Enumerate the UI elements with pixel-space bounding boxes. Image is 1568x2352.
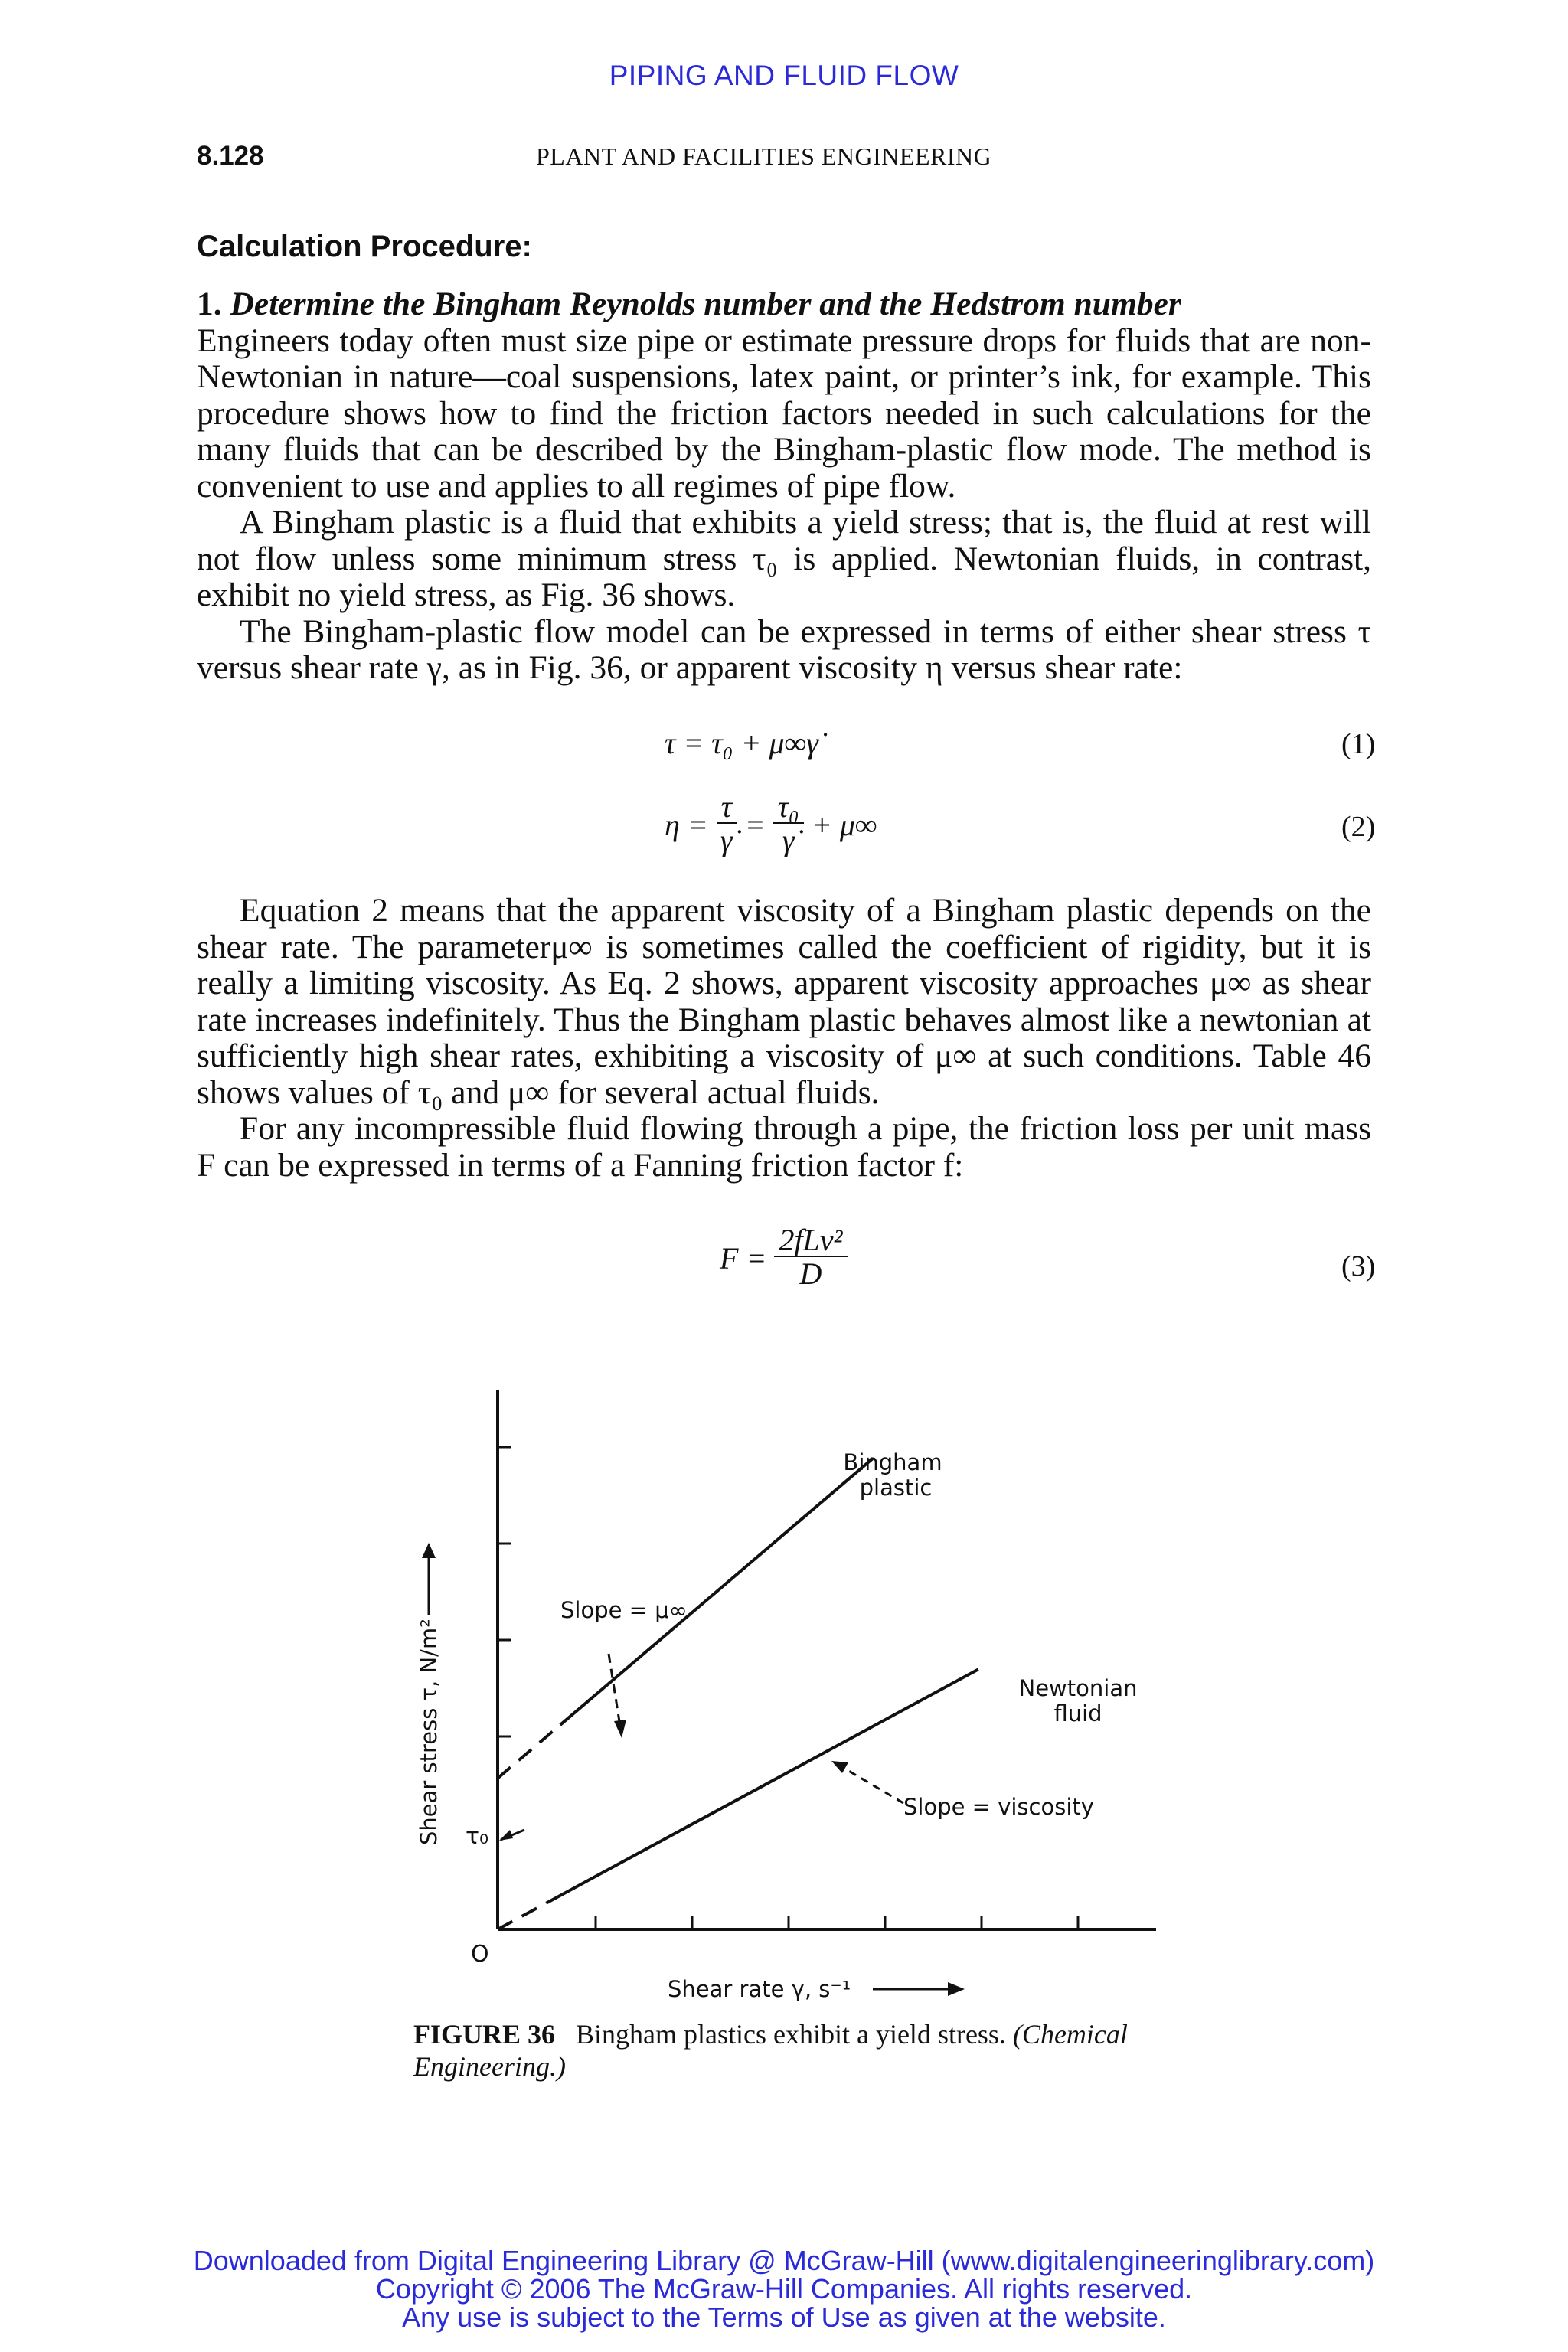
bingham-label-line2: plastic <box>859 1475 933 1501</box>
slope-visc-label: Slope = viscosity <box>903 1794 1094 1820</box>
bingham-line <box>560 1459 873 1725</box>
slope-visc-arrowhead-icon <box>831 1761 848 1773</box>
paragraph-3: The Bingham-plastic flow model can be expressed in terms of either shear stress τ versus shear rate γ, as in Fig. 36, or apparent viscosity η versus shear rate: <box>197 612 1371 686</box>
bingham-line-dashed <box>498 1725 560 1779</box>
equation-2-number: (2) <box>1341 811 1376 843</box>
page-number: 8.128 <box>197 141 264 171</box>
slope-mu-arrowhead-icon <box>614 1720 626 1738</box>
x-arrow-icon <box>948 1982 965 1996</box>
y-axis-label: Shear stress τ, N/m² <box>416 1619 442 1845</box>
eq2-f2-denominator: γ̇ <box>782 823 795 858</box>
x-ticks <box>596 1916 1078 1929</box>
newtonian-label-line2: fluid <box>1054 1700 1102 1726</box>
y-ticks <box>498 1447 511 1736</box>
eq3-numerator: 2fLv² <box>774 1225 847 1257</box>
eq3-fraction <box>774 1225 847 1291</box>
y-arrow-icon <box>422 1543 436 1558</box>
equation-3-number: (3) <box>1341 1250 1376 1282</box>
eq2-f1-numerator: τ <box>717 792 737 824</box>
newtonian-line-dashed <box>498 1897 557 1929</box>
footer <box>0 2246 1568 2331</box>
origin-label: O <box>471 1941 489 1968</box>
eq3-denominator: D <box>799 1256 822 1291</box>
equation-2 <box>665 789 877 858</box>
section-heading: Calculation Procedure: <box>197 230 532 263</box>
figure-caption-text: Bingham plastics exhibit a yield stress. <box>576 2019 1006 2050</box>
footer-line-3: Any use is subject to the Terms of Use as given at the website. <box>402 2301 1166 2333</box>
eq2-f2-numerator: τ₀ <box>773 792 804 824</box>
slope-mu-label: Slope = μ∞ <box>560 1597 688 1623</box>
equation-1: τ = τ₀ + μ∞γ̇ <box>665 726 818 760</box>
eq2-equals: = <box>744 807 766 842</box>
equation-1-number: (1) <box>1341 728 1376 760</box>
step-title: Determine the Bingham Reynolds number and the Hedstrom number <box>230 286 1181 322</box>
newtonian-line <box>557 1669 978 1897</box>
body-block-2 <box>197 893 1371 1184</box>
step-heading <box>197 286 1371 323</box>
figure-caption <box>413 2018 1164 2082</box>
footer-line-1[interactable]: Downloaded from Digital Engineering Library @ McGraw-Hill (www.digitalengineeringlibrary.com) <box>193 2245 1375 2276</box>
footer-line-2: Copyright © 2006 The McGraw-Hill Companies. All rights reserved. <box>375 2273 1193 2305</box>
book-title: PLANT AND FACILITIES ENGINEERING <box>536 142 992 170</box>
slope-mu-leader <box>609 1654 620 1726</box>
x-axis-label: Shear rate γ, s⁻¹ <box>668 1976 851 2002</box>
tau0-label: τ₀ <box>466 1823 489 1850</box>
figure-caption-source: (Chemical Engineering.) <box>413 2019 1128 2082</box>
figure-36-diagram <box>398 1370 1210 2014</box>
eq2-tail: + μ∞ <box>811 807 877 842</box>
paragraph-4: Equation 2 means that the apparent viscosity of a Bingham plastic depends on the shear rate. The parameterμ∞ is sometimes called the coefficient of rigidity, but it is really a limiting viscosity. As Eq. 2 shows, apparent viscosity approaches μ∞ as shear rate increases indefinitely. Thus the Bingham plastic behaves almost like a newtonian at sufficiently high shear rates, exhibiting a viscosity of μ∞ at such conditions. Table 46 shows values of τ₀ and μ∞ for several actual fluids. <box>197 892 1371 1111</box>
running-head: PIPING AND FLUID FLOW <box>609 60 959 91</box>
paragraph-1: Engineers today often must size pipe or estimate pressure drops for fluids that are non-Newtonian in nature—coal suspensions, latex paint, or printer’s ink, for example. This procedure shows how to find the friction factors needed in such calculations for the many fluids that can be described by the Bingham-plastic flow mode. The method is convenient to use and applies to all regimes of pipe flow. <box>197 322 1371 505</box>
y-axis-label-group <box>416 1543 442 1845</box>
paragraph-2: A Bingham plastic is a fluid that exhibits a yield stress; that is, the fluid at rest will not flow unless some minimum stress τ₀ is applied. Newtonian fluids, in contrast, exhibit no yield stress, as Fig. 36 shows. <box>197 504 1371 613</box>
eq2-lhs: η = <box>665 807 708 842</box>
equation-3 <box>720 1225 848 1291</box>
tau0-arrowhead-icon <box>499 1830 513 1841</box>
slope-visc-leader <box>842 1767 903 1803</box>
paragraph-5: For any incompressible fluid flowing through a pipe, the friction loss per unit mass F can be expressed in terms of a Fanning friction factor f: <box>197 1110 1371 1184</box>
bingham-label-line1: Bingham <box>843 1449 942 1475</box>
step-number: 1. <box>197 286 222 322</box>
eq3-lhs: F = <box>720 1240 767 1276</box>
eq2-fraction-1 <box>716 789 737 858</box>
figure-caption-label: FIGURE 36 <box>413 2019 556 2050</box>
body-block-1 <box>197 286 1371 687</box>
eq2-fraction-2 <box>773 789 804 858</box>
eq2-f1-denominator: γ̇ <box>720 823 733 858</box>
newtonian-label-line1: Newtonian <box>1018 1675 1138 1701</box>
